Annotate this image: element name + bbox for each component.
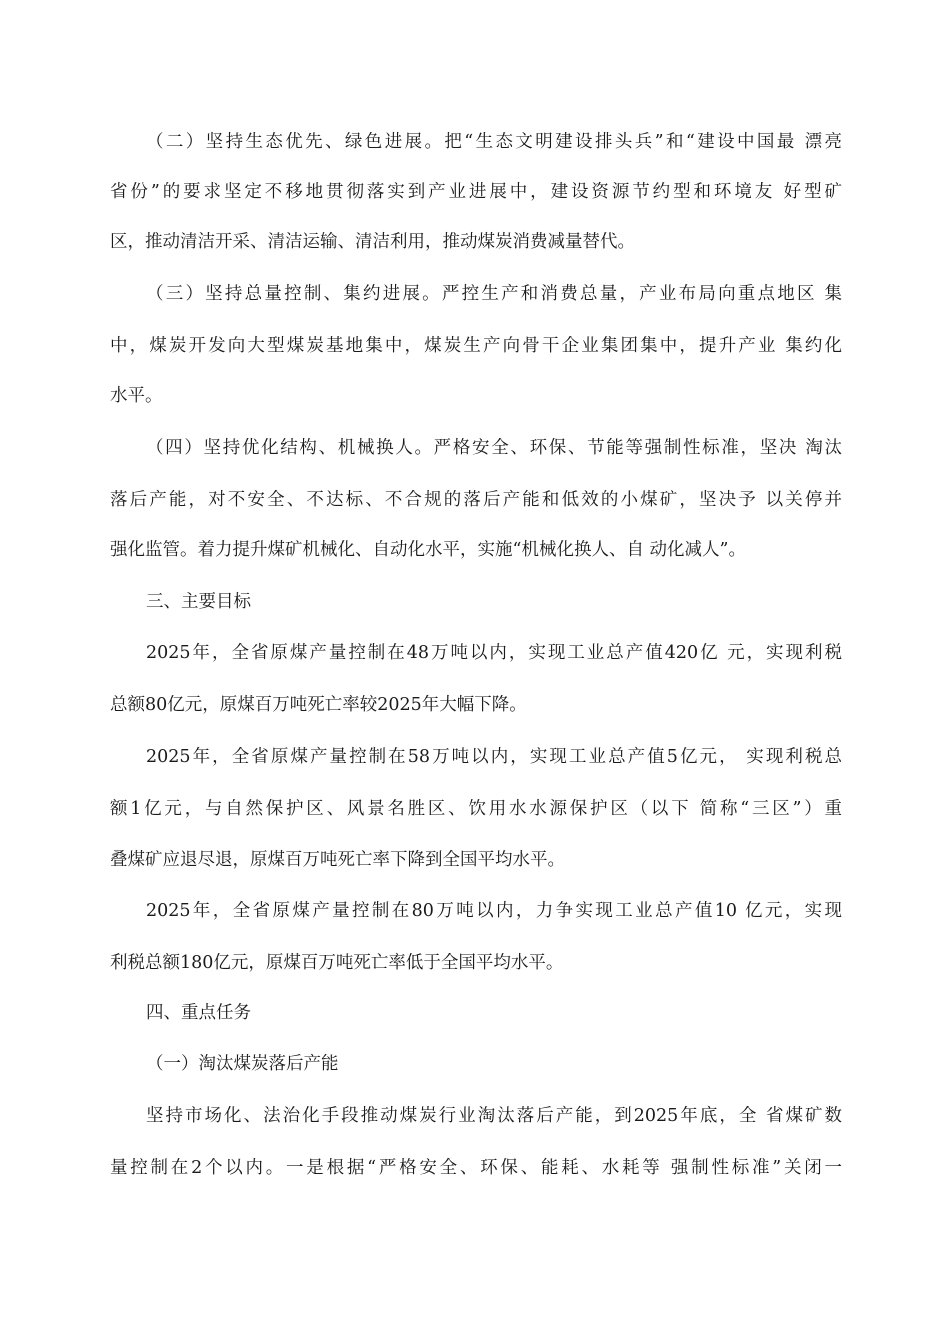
text-line: 2025年，全省原煤产量控制在48万吨以内，实现工业总产值420亿 元，实现利税	[146, 643, 842, 663]
subsection-heading-eliminate-capacity: （一）淘汰煤炭落后产能	[146, 1054, 339, 1074]
text-line: 叠煤矿应退尽退，原煤百万吨死亡率下降到全国平均水平。	[110, 850, 565, 870]
text-line: （二）坚持生态优先、绿色进展。把“生态文明建设排头兵”和“建设中国最 漂亮	[146, 132, 842, 152]
text-line: 落后产能，对不安全、不达标、不合规的落后产能和低效的小煤矿，坚决予 以关停并	[110, 490, 842, 510]
text-line: 量控制在2个以内。一是根据“严格安全、环保、能耗、水耗等 强制性标准”关闭一	[110, 1158, 842, 1178]
text-line: 水平。	[110, 386, 163, 406]
text-line: （三）坚持总量控制、集约进展。严控生产和消费总量，产业布局向重点地区 集	[146, 284, 842, 304]
text-line: 强化监管。着力提升煤矿机械化、自动化水平，实施“机械化换人、自 动化减人”。	[110, 540, 746, 560]
text-line: 2025年，全省原煤产量控制在58万吨以内，实现工业总产值5亿元， 实现利税总	[146, 747, 842, 767]
text-line: 2025年，全省原煤产量控制在80万吨以内，力争实现工业总产值10 亿元，实现	[146, 901, 842, 921]
text-line: 省份”的要求坚定不移地贯彻落实到产业进展中，建设资源节约型和环境友 好型矿	[110, 182, 842, 202]
text-line: （四）坚持优化结构、机械换人。严格安全、环保、节能等强制性标准，坚决 淘汰	[146, 438, 842, 458]
text-line: 坚持市场化、法治化手段推动煤炭行业淘汰落后产能，到2025年底，全 省煤矿数	[146, 1106, 842, 1126]
text-line: 区，推动清洁开采、清洁运输、清洁利用，推动煤炭消费减量替代。	[110, 232, 635, 252]
section-heading-key-tasks: 四、重点任务	[146, 1003, 251, 1023]
section-heading-main-goals: 三、主要目标	[146, 592, 251, 612]
text-line: 中，煤炭开发向大型煤炭基地集中，煤炭生产向骨干企业集团集中，提升产业 集约化	[110, 336, 842, 356]
text-line: 总额80亿元，原煤百万吨死亡率较2025年大幅下降。	[110, 695, 527, 715]
text-line: 利税总额180亿元，原煤百万吨死亡率低于全国平均水平。	[110, 953, 564, 973]
text-line: 额1亿元，与自然保护区、风景名胜区、饮用水水源保护区（以下 简称“三区”）重	[110, 799, 842, 819]
